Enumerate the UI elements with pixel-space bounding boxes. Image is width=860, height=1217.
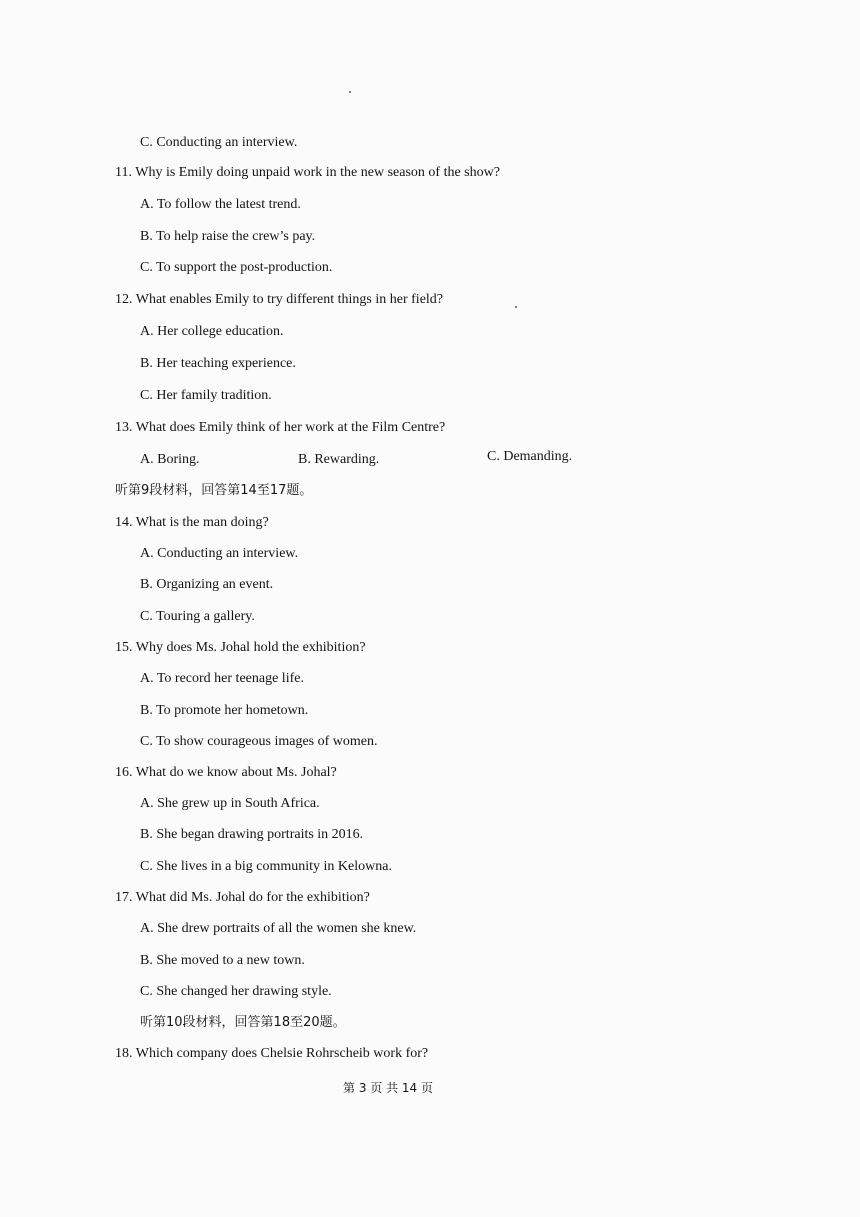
option-14a: A. Conducting an interview. (140, 546, 299, 561)
option-13a: A. Boring. (140, 452, 200, 467)
option-15b: B. To promote her hometown. (140, 703, 309, 718)
scan-speck (349, 91, 351, 93)
option-10c: C. Conducting an interview. (140, 135, 298, 150)
option-16b: B. She began drawing portraits in 2016. (140, 827, 364, 842)
option-13b: B. Rewarding. (298, 452, 380, 467)
option-12c: C. Her family tradition. (140, 388, 272, 403)
question-15: 15. Why does Ms. Johal hold the exhibition? (115, 640, 366, 655)
scan-speck (515, 306, 517, 308)
question-16: 16. What do we know about Ms. Johal? (115, 765, 337, 780)
option-11c: C. To support the post-production. (140, 260, 333, 275)
option-14c: C. Touring a gallery. (140, 609, 255, 624)
section-9-instruction: 听第9段材料，回答第14至17题。 (115, 483, 313, 498)
option-17c: C. She changed her drawing style. (140, 984, 332, 999)
option-15c: C. To show courageous images of women. (140, 734, 378, 749)
option-16a: A. She grew up in South Africa. (140, 796, 320, 811)
option-15a: A. To record her teenage life. (140, 671, 304, 686)
option-17a: A. She drew portraits of all the women she knew. (140, 921, 417, 936)
page-footer: 第 3 页 共 14 页 (343, 1081, 433, 1095)
question-13: 13. What does Emily think of her work at the Film Centre? (115, 420, 446, 435)
option-12b: B. Her teaching experience. (140, 356, 296, 371)
question-11: 11. Why is Emily doing unpaid work in the new season of the show? (115, 165, 500, 180)
question-17: 17. What did Ms. Johal do for the exhibition? (115, 890, 370, 905)
option-11b: B. To help raise the crew’s pay. (140, 229, 316, 244)
option-16c: C. She lives in a big community in Kelowna. (140, 859, 392, 874)
question-14: 14. What is the man doing? (115, 515, 269, 530)
question-12: 12. What enables Emily to try different things in her field? (115, 292, 444, 307)
option-13c: C. Demanding. (487, 449, 573, 464)
question-18: 18. Which company does Chelsie Rohrscheib work for? (115, 1046, 429, 1061)
option-11a: A. To follow the latest trend. (140, 197, 301, 212)
option-17b: B. She moved to a new town. (140, 953, 305, 968)
option-14b: B. Organizing an event. (140, 577, 274, 592)
section-10-instruction: 听第10段材料，回答第18至20题。 (140, 1015, 346, 1030)
option-12a: A. Her college education. (140, 324, 284, 339)
